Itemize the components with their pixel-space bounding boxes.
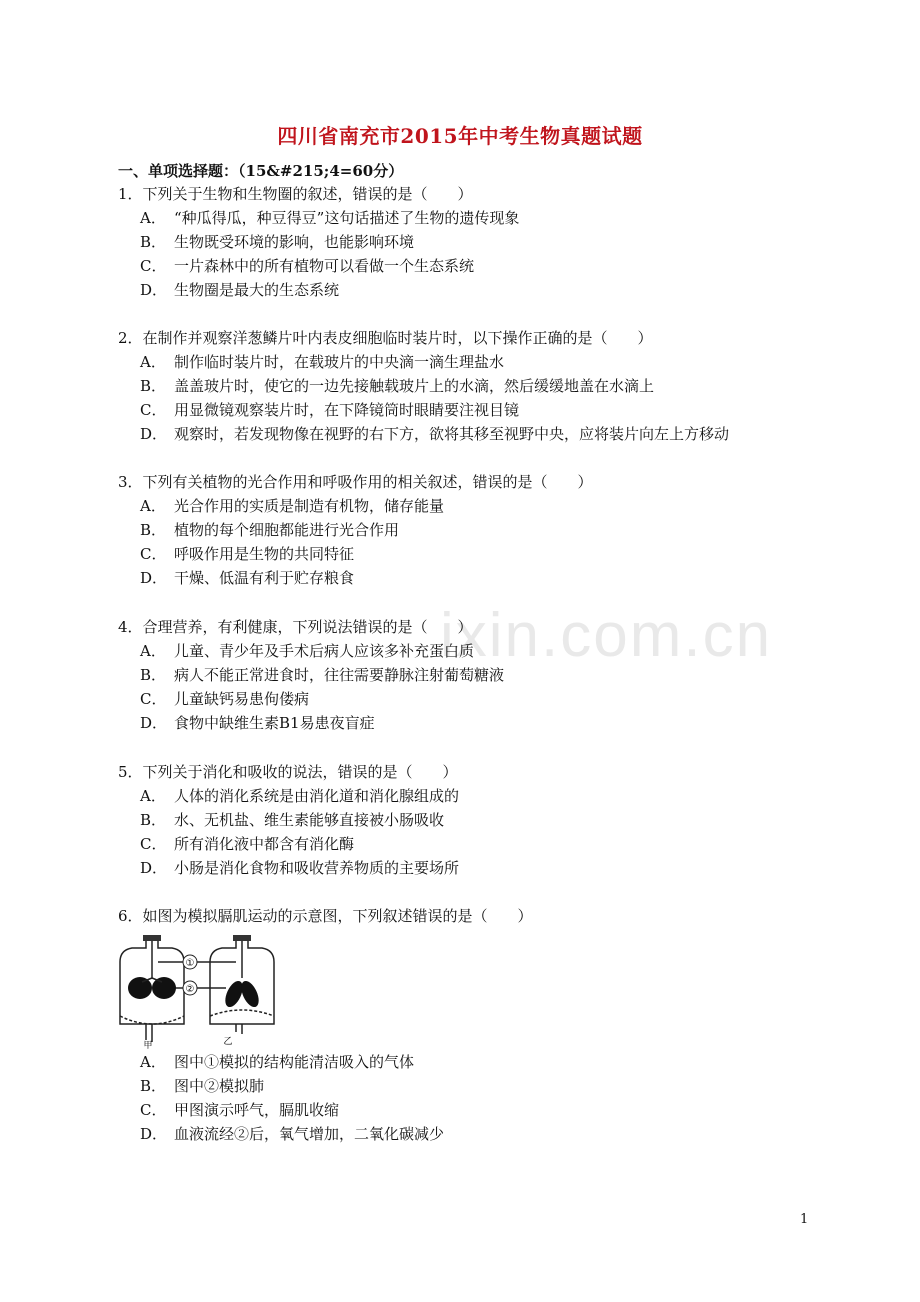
diaphragm-model-figure xyxy=(110,932,280,1050)
question-stem: 1．下列关于生物和生物圈的叙述，错误的是（ ） xyxy=(118,185,473,203)
question-stem: 6．如图为模拟膈肌运动的示意图，下列叙述错误的是（ ） xyxy=(118,907,533,925)
question-1 xyxy=(118,182,808,302)
option-c: C． 所有消化液中都含有消化酶 xyxy=(140,835,355,853)
question-3 xyxy=(118,470,808,590)
option-b: B． 植物的每个细胞都能进行光合作用 xyxy=(140,521,400,539)
option-c: C． 呼吸作用是生物的共同特征 xyxy=(140,545,355,563)
option-b: B． 病人不能正常进食时，往往需要静脉注射葡萄糖液 xyxy=(140,666,505,684)
option-c: C． 甲图演示呼气，膈肌收缩 xyxy=(140,1101,340,1119)
question-stem: 5．下列关于消化和吸收的说法，错误的是（ ） xyxy=(118,763,458,781)
figure-label-left: 甲 xyxy=(143,1041,153,1050)
option-a: A． 图中①模拟的结构能清洁吸入的气体 xyxy=(140,1053,415,1071)
option-d: D． 观察时，若发现物像在视野的右下方，欲将其移至视野中央，应将装片向左上方移动 xyxy=(140,425,730,443)
figure-label-1: ① xyxy=(185,958,195,969)
page-number: 1 xyxy=(800,1212,809,1227)
option-a: A． 儿童、青少年及手术后病人应该多补充蛋白质 xyxy=(140,642,475,660)
section-heading: 一、单项选择题：（15&#215;4=60分） xyxy=(118,162,404,180)
question-5 xyxy=(118,760,808,880)
question-stem: 2．在制作并观察洋葱鳞片叶内表皮细胞临时装片时，以下操作正确的是（ ） xyxy=(118,329,653,347)
option-d: D． 食物中缺维生素B1易患夜盲症 xyxy=(140,714,375,732)
option-d: D． 生物圈是最大的生态系统 xyxy=(140,281,340,299)
figure-label-right: 乙 xyxy=(223,1037,233,1047)
option-c: C． 儿童缺钙易患佝偻病 xyxy=(140,690,310,708)
option-a: A． 人体的消化系统是由消化道和消化腺组成的 xyxy=(140,787,460,805)
lung-left-a xyxy=(128,977,152,999)
question-4 xyxy=(118,615,808,735)
option-b: B． 生物既受环境的影响，也能影响环境 xyxy=(140,233,415,251)
question-6-options xyxy=(118,1050,808,1146)
option-b: B． 水、无机盐、维生素能够直接被小肠吸收 xyxy=(140,811,445,829)
option-a: A． 光合作用的实质是制造有机物，储存能量 xyxy=(140,497,445,515)
option-c: C． 用显微镜观察装片时，在下降镜筒时眼睛要注视目镜 xyxy=(140,401,520,419)
lung-left-b xyxy=(152,977,176,999)
question-6 xyxy=(118,904,808,928)
question-2 xyxy=(118,326,808,446)
question-stem: 3．下列有关植物的光合作用和呼吸作用的相关叙述，错误的是（ ） xyxy=(118,473,593,491)
page-title: 四川省南充市2015年中考生物真题试题 xyxy=(277,124,643,148)
question-stem: 4．合理营养，有利健康，下列说法错误的是（ ） xyxy=(118,618,473,636)
watermark: ixin.com.cn xyxy=(440,601,773,670)
option-d: D． 小肠是消化食物和吸收营养物质的主要场所 xyxy=(140,859,460,877)
option-d: D． 血液流经②后，氧气增加，二氧化碳减少 xyxy=(140,1125,445,1143)
option-d: D． 干燥、低温有利于贮存粮食 xyxy=(140,569,355,587)
option-b: B． 图中②模拟肺 xyxy=(140,1077,265,1095)
option-b: B． 盖盖玻片时，使它的一边先接触载玻片上的水滴，然后缓缓地盖在水滴上 xyxy=(140,377,655,395)
figure-label-2: ② xyxy=(185,984,195,995)
option-a: A． “种瓜得瓜，种豆得豆”这句话描述了生物的遗传现象 xyxy=(140,209,520,227)
option-a: A． 制作临时装片时，在载玻片的中央滴一滴生理盐水 xyxy=(140,353,505,371)
option-c: C． 一片森林中的所有植物可以看做一个生态系统 xyxy=(140,257,475,275)
